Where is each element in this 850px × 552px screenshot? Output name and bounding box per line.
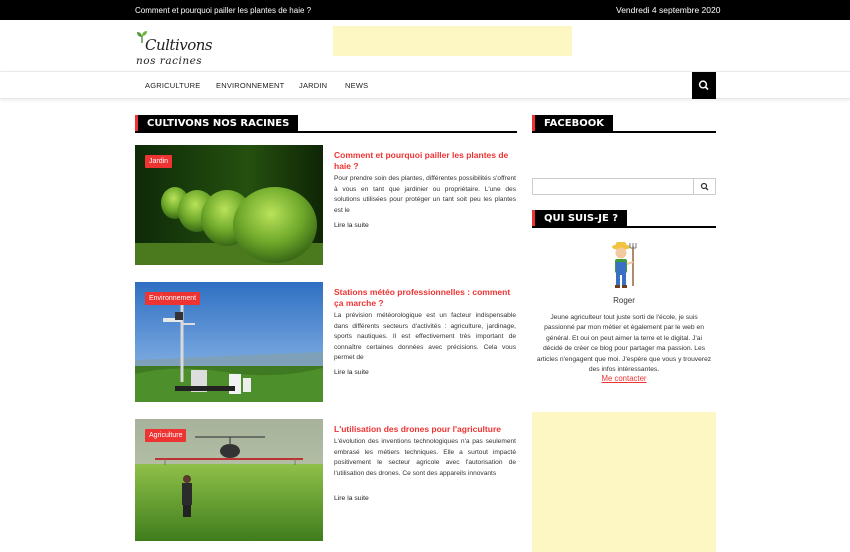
nav-item-news[interactable]: NEWS [345,81,369,90]
post-image-weather-station[interactable] [135,282,323,402]
farmer-avatar [605,240,641,290]
section-title-facebook: FACEBOOK [532,115,613,133]
author-bio: Jeune agriculteur tout juste sorti de l'école, je suis passionné par mon métier et également par le web en général. Et oui on peut aimer la terre et le digital. J'ai décidé de créer ce blog pour partager ma passion. Les articles n'engagent que moi. J'espère que vous y trouverez des infos intéressantes. [536,314,712,374]
post-excerpt: La prévision météorologique est un facteur indispensable dans différents secteurs d'activités : agriculture, jardinage, sports nautiques. Il est effectivement très important de connaître certaines données avec précisions. Cela vous permet de [334,312,516,361]
top-ticker-link[interactable]: Comment et pourquoi pailler les plantes de haie ? [135,6,312,15]
section-rule [135,131,517,133]
sidebar-search-input[interactable] [532,178,716,195]
contact-link[interactable]: Me contacter [601,374,647,383]
read-more-link[interactable]: Lire la suite [334,495,369,502]
search-icon [692,72,716,99]
current-date: Vendredi 4 septembre 2020 [616,5,721,15]
category-tag[interactable]: Jardin [145,155,172,168]
section-title-main: CULTIVONS NOS RACINES [135,115,298,133]
section-title-about: QUI SUIS-JE ? [532,210,627,228]
facebook-rule [532,131,716,133]
post-title[interactable]: L'utilisation des drones pour l'agriculture [334,424,501,434]
author-name: Roger [613,296,635,305]
search-icon [694,179,716,194]
category-tag[interactable]: Agriculture [145,429,186,442]
top-bar [0,0,850,20]
main-nav [0,71,850,99]
nav-item-environnement[interactable]: ENVIRONNEMENT [216,81,285,90]
logo-line-2: nos racines [136,55,203,67]
top-ad-banner[interactable] [333,26,572,56]
read-more-link[interactable]: Lire la suite [334,369,369,376]
site-logo[interactable] [133,28,213,72]
post-title[interactable]: Stations météo professionnelles : comment ça marche ? [334,287,511,308]
category-tag[interactable]: Environnement [145,292,200,305]
post-excerpt: L'évolution des inventions technologiques n'a pas seulement embrasé les métiers techniques. Elle a surtout impacté positivement le secteur agricole avec l'autorisation de l'utilisation des drones. Ce sont des appareils innovants [334,438,516,477]
post-image-hedges[interactable] [135,145,323,265]
post-title[interactable]: Comment et pourquoi pailler les plantes de haie ? [334,150,509,171]
nav-item-agriculture[interactable]: AGRICULTURE [145,81,201,90]
post-image-drone[interactable] [135,419,323,541]
sidebar-ad-banner[interactable] [532,412,716,552]
nav-item-jardin[interactable]: JARDIN [299,81,328,90]
logo-line-1: Cultivons [145,36,213,54]
about-rule [532,226,716,228]
read-more-link[interactable]: Lire la suite [334,222,369,229]
sidebar-search-button[interactable] [693,179,715,194]
nav-search-button[interactable] [692,72,716,99]
post-excerpt: Pour prendre soin des plantes, différentes possibilités s'offrent à vous en tant que jardinier ou propriétaire. L'une des solutions utilisées pour protéger un tant soit peu les plantes est le [334,175,516,214]
